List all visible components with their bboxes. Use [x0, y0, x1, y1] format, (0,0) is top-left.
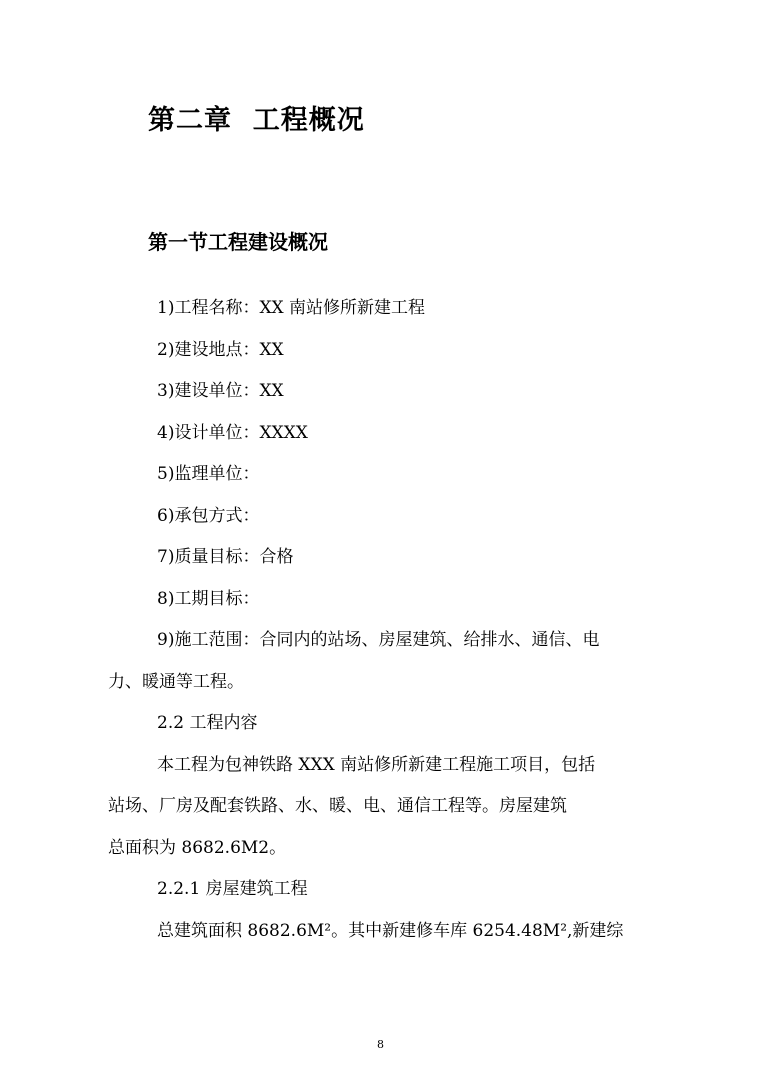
item-designer: 4)设计单位：XXXX: [157, 423, 308, 443]
item-project-name: 1)工程名称：XX 南站修所新建工程: [157, 298, 426, 318]
paragraph-2-2-line3: 总面积为 8682.6M2。: [108, 838, 287, 858]
page-number: 8: [377, 1038, 384, 1051]
item-scope-line1: 9)施工范围：合同内的站场、房屋建筑、给排水、通信、电: [157, 630, 600, 650]
item-location: 2)建设地点：XX: [157, 340, 284, 360]
subsection-2-2-title: 2.2 工程内容: [157, 713, 258, 733]
item-quality-goal: 7)质量目标：合格: [157, 547, 294, 567]
paragraph-2-2-line2: 站场、厂房及配套铁路、水、暖、电、通信工程等。房屋建筑: [108, 796, 567, 816]
item-supervisor: 5)监理单位：: [157, 464, 260, 484]
item-contract-mode: 6)承包方式：: [157, 506, 260, 526]
paragraph-2-2-1-line1: 总建筑面积 8682.6M²。其中新建修车库 6254.48M²,新建综: [157, 921, 624, 941]
chapter-title: 第二章 工程概况: [148, 105, 365, 136]
item-scope-line2: 力、暖通等工程。: [108, 672, 244, 692]
subsection-2-2-1-title: 2.2.1 房屋建筑工程: [157, 879, 308, 899]
paragraph-2-2-line1: 本工程为包神铁路 XXX 南站修所新建工程施工项目，包括: [157, 755, 596, 775]
item-schedule-goal: 8)工期目标：: [157, 589, 260, 609]
item-builder: 3)建设单位：XX: [157, 381, 284, 401]
section-title: 第一节工程建设概况: [148, 230, 328, 254]
